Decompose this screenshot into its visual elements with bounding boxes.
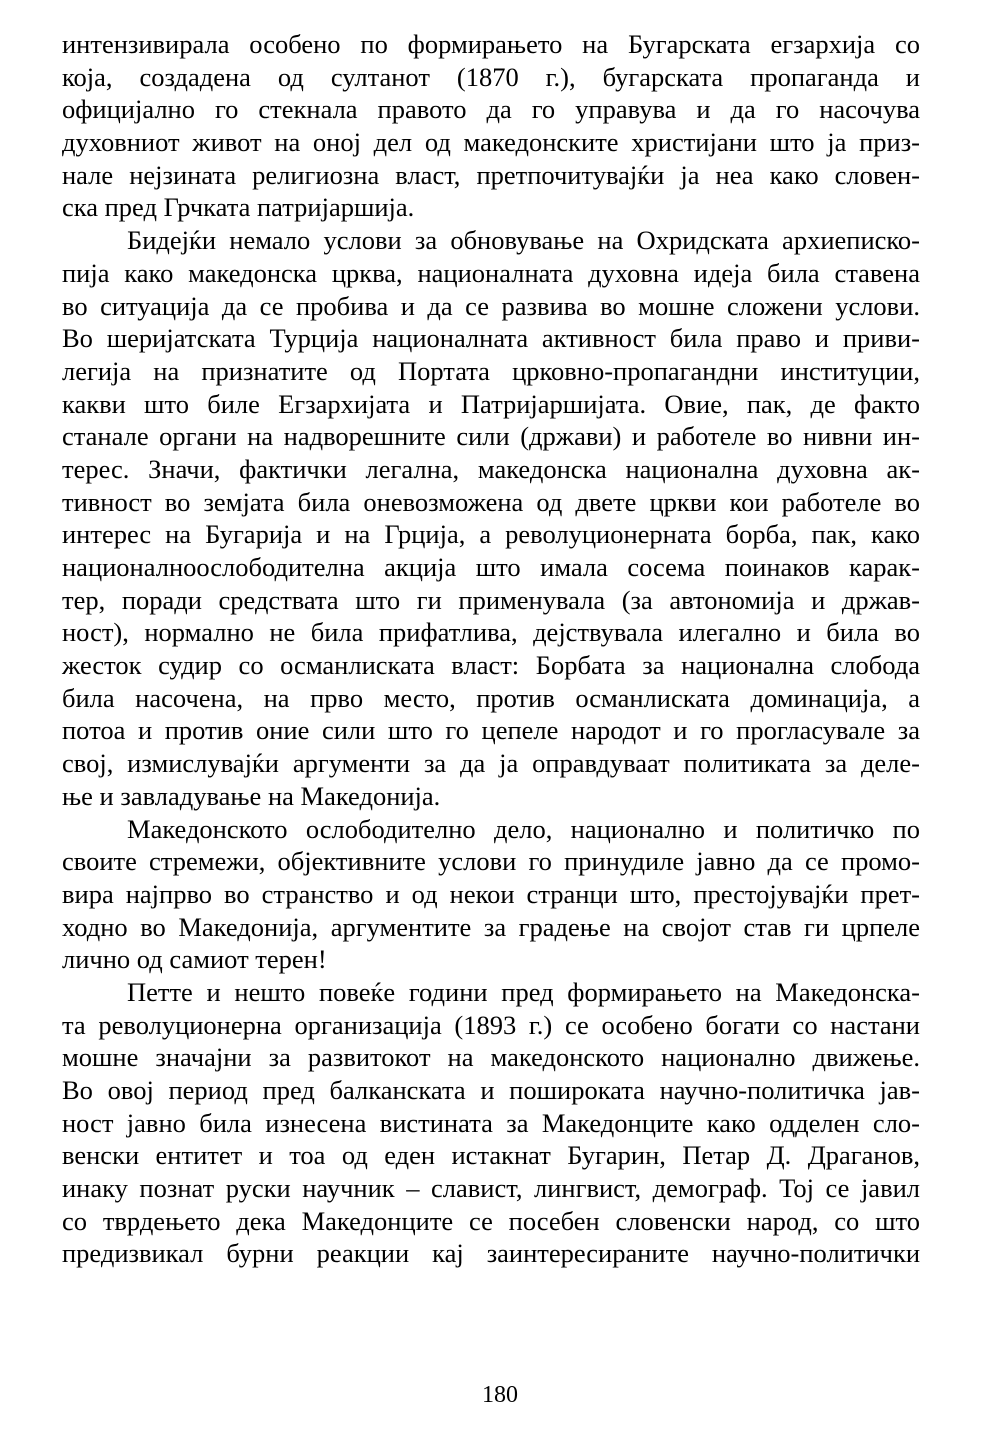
text-line: Во овој период пред балканската и пошироката научно-политичка јав-: [62, 1075, 920, 1105]
text-line: Бидејќи немало услови за обновување на Охридската архиеписко-: [127, 225, 920, 256]
paragraph: [62, 224, 920, 812]
text-line: лично од самиот терен!: [62, 944, 327, 975]
page-number: 180: [482, 1382, 518, 1408]
text-line: пија како македонска црква, националната духовна идеја била ставена: [62, 257, 920, 288]
text-line: националноослободителна акција што имала сосема поинаков карак-: [62, 552, 920, 582]
text-line: ност), нормално не била прифатлива, дејствувала илегално и била во: [62, 617, 920, 648]
text-line: Во шеријатската Турција националната активност била право и приви-: [62, 323, 920, 354]
text-line: интензивирала особено по формирањето на Бугарската егзархија со: [62, 29, 920, 59]
text-line: тер, поради средствата што ги применувала (за автономија и држав-: [62, 584, 920, 615]
text-line: легија на признатите од Портата црковно-пропагандни институции,: [62, 355, 920, 386]
text-line: духовниот живот на оној дел од македонските христијани што ја приз-: [62, 127, 920, 158]
text-line: ност јавно била изнесена вистината за Македонците како одделен сло-: [62, 1107, 920, 1138]
text-line: терес. Значи, фактички легална, македонска национална духовна ак-: [62, 453, 920, 484]
text-line: со тврдењето дека Македонците се посебен словенски народ, со што: [62, 1205, 920, 1236]
text-line: потоа и против оние сили што го цепеле народот и го прогласувале за: [62, 715, 920, 746]
text-line: предизвикал бурни реакции кај заинтересираните научно-политички: [62, 1238, 920, 1269]
text-line: нале нејзината религиозна власт, претпочитувајќи ја неа како словен-: [62, 159, 920, 190]
text-line: инаку познат руски научник – славист, лингвист, демограф. Тој се јавил: [62, 1173, 920, 1204]
text-line: тивност во земјата била оневозможена од двете цркви кои работеле во: [62, 486, 920, 517]
text-line: ска пред Грчката патријаршија.: [62, 192, 415, 223]
page-body: [62, 28, 920, 1270]
text-line: та револуционерна организација (1893 г.) се особено богати со настани: [62, 1009, 920, 1040]
text-line: во ситуација да се пробива и да се развива во мошне сложени услови.: [62, 290, 920, 321]
text-line: која, создадена од султанот (1870 г.), бугарската пропаганда и: [62, 61, 920, 92]
text-line: ходно во Македонија, аргументите за градење на својот став ги црпеле: [62, 911, 920, 942]
text-line: била насочена, на прво место, против османлиската доминација, а: [62, 682, 920, 713]
text-flow: [62, 28, 920, 1270]
paragraph: [62, 28, 920, 224]
text-line: Македонското ослободително дело, национално и политичко по: [127, 813, 920, 844]
text-line: Петте и нешто повеќе години пред формирањето на Македонска-: [127, 976, 920, 1007]
text-line: станале органи на надворешните сили (држави) и работеле во нивни ин-: [62, 421, 920, 452]
paragraph: [62, 813, 920, 976]
text-line: мошне значајни за развитокот на македонското национално движење.: [62, 1042, 920, 1073]
text-line: официјално го стекнала правото да го управува и да го насочува: [62, 94, 920, 125]
text-line: жесток судир со османлиската власт: Борбата за национална слобода: [62, 650, 920, 681]
text-line: интерес на Бугарија и на Грција, а револуционерната борба, пак, како: [62, 519, 920, 550]
text-line: свој, измислувајќи аргументи за да ја оправдуваат политиката за деле-: [62, 748, 920, 779]
text-line: какви што биле Егзархијата и Патријаршијата. Овие, пак, де факто: [62, 388, 920, 419]
text-line: ње и завладување на Македонија.: [62, 780, 441, 811]
text-line: своите стремежи, објективните услови го принудиле јавно да се промо-: [62, 846, 920, 877]
paragraph: [62, 976, 920, 1270]
text-line: вира најпрво во странство и од некои странци што, престојувајќи прет-: [62, 878, 920, 909]
text-line: венски ентитет и тоа од еден истакнат Бугарин, Петар Д. Драганов,: [62, 1140, 920, 1171]
